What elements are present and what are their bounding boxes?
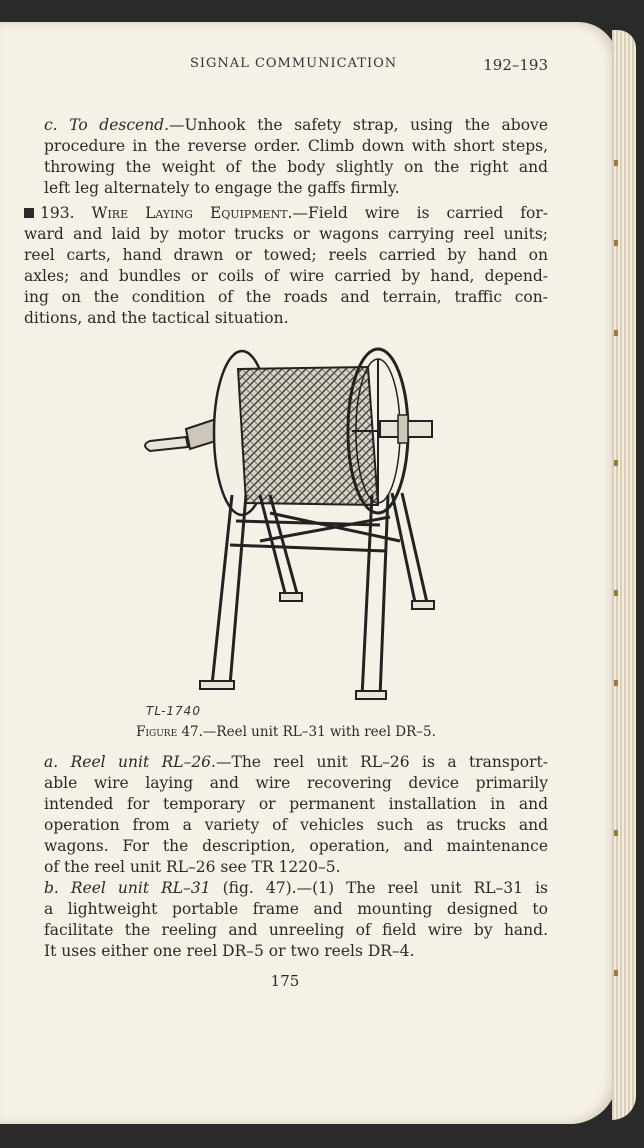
section-marker-icon [24, 208, 34, 218]
crank-handle [145, 419, 222, 451]
section-line: ing on the condition of the roads and terrain, traffic con- [24, 288, 548, 306]
para-b-ref: (fig. 47). [210, 879, 297, 897]
para-c-line: procedure in the reverse order. Climb down with short steps, [44, 137, 548, 155]
para-a-line: able wire laying and wire recovering device primarily [44, 774, 548, 792]
running-title: SIGNAL COMMUNICATION [190, 56, 398, 71]
para-c-line: —Unhook the safety strap, using the above [169, 116, 548, 134]
frame [212, 493, 428, 697]
section-number: 193. [40, 204, 75, 222]
para-a-line: wagons. For the description, operation, and maintenance [44, 837, 548, 855]
paragraph-a [24, 752, 548, 878]
para-a-line: of the reel unit RL–26 see TR 1220–5. [44, 858, 341, 876]
para-a-line: intended for temporary or permanent installation in and [44, 795, 548, 813]
para-b-line: facilitate the reeling and unreeling of field wire by hand. [44, 921, 548, 939]
para-a-label: a. [44, 753, 59, 771]
page-edge [612, 30, 636, 1120]
caption-text: 47.—Reel unit RL–31 with reel DR–5. [181, 724, 436, 740]
para-a-line: —The reel unit RL–26 is a transport- [215, 753, 548, 771]
wire-drum [238, 367, 378, 505]
paragraph-b [24, 878, 548, 962]
figure-caption [24, 724, 548, 740]
section-line: ward and laid by motor trucks or wagons carrying reel units; [24, 225, 548, 243]
para-b-label: b. [44, 879, 59, 897]
section-line: ditions, and the tactical situation. [24, 309, 289, 327]
para-b-heading: Reel unit RL–31 [70, 879, 211, 897]
page-range: 192–193 [483, 56, 548, 74]
section-title: Wire Laying Equipment. [91, 204, 293, 222]
para-b-line: a lightweight portable frame and mounting designed to [44, 900, 548, 918]
section-line: axles; and bundles or coils of wire carried by hand, depend- [24, 267, 548, 285]
figure-tl-label: TL-1740 [146, 704, 201, 718]
para-c-heading: To descend. [69, 116, 170, 134]
running-header [24, 56, 548, 80]
para-a-line: operation from a variety of vehicles such as trucks and [44, 816, 548, 834]
caption-prefix: Figure [136, 724, 178, 740]
para-c-label: c. [44, 116, 58, 134]
para-c-line: left leg alternately to engage the gaffs firmly. [44, 179, 400, 197]
para-c-line: throwing the weight of the body slightly on the right and [44, 158, 548, 176]
para-b-line: It uses either one reel DR–5 or two reels DR–4. [44, 942, 415, 960]
paragraph-c [24, 115, 548, 199]
section-193 [24, 203, 548, 329]
section-line: —Field wire is carried for- [292, 204, 548, 222]
section-line: reel carts, hand drawn or towed; reels carried by hand on [24, 246, 548, 264]
para-b-line: —(1) The reel unit RL–31 is [296, 879, 548, 897]
page-number: 175 [270, 972, 300, 990]
reel-unit-illustration [130, 345, 440, 705]
para-a-heading: Reel unit RL–26. [70, 753, 216, 771]
